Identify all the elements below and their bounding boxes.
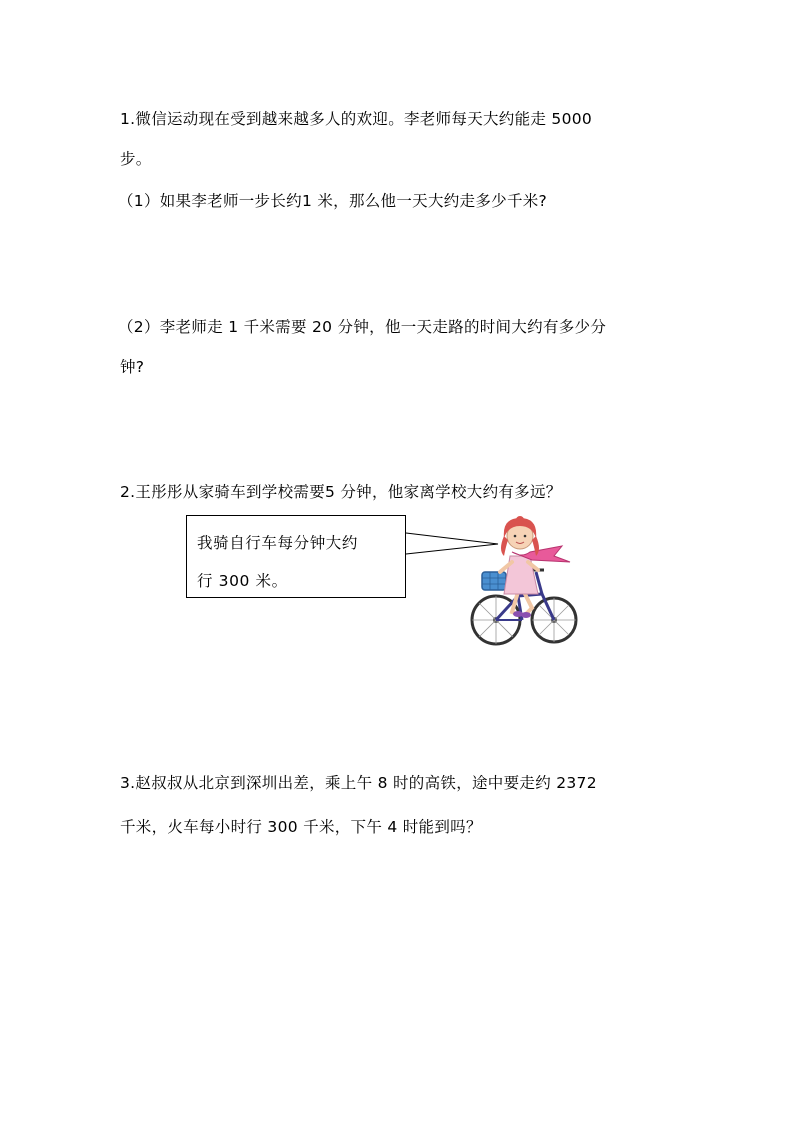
q1-subquestion-2-line1: （2）李老师走 1 千米需要 20 分钟，他一天走路的时间大约有多少分 [118,318,607,336]
speech-bubble-line2: 行 300 米。 [197,572,288,590]
speech-bubble-line1: 我骑自行车每分钟大约 [197,534,359,552]
q1-text-line1: 1.微信运动现在受到越来越多人的欢迎。李老师每天大约能走 5000 [120,110,593,128]
q1-subquestion-1: （1）如果李老师一步长约1 米，那么他一天大约走多少千米? [118,192,548,210]
q2-text-line1: 2.王彤彤从家骑车到学校需要5 分钟，他家离学校大约有多远？ [120,483,562,501]
q1-text-line2: 步。 [120,150,152,168]
speech-bubble [186,515,406,598]
q3-text-line1: 3.赵叔叔从北京到深圳出差，乘上午 8 时的高铁，途中要走约 2372 [120,774,597,792]
girl-on-bicycle-illustration [466,510,582,650]
q3-text-line2: 千米，火车每小时行 300 千米，下午 4 时能到吗？ [120,818,482,836]
q1-subquestion-2-line2: 钟? [120,358,145,376]
